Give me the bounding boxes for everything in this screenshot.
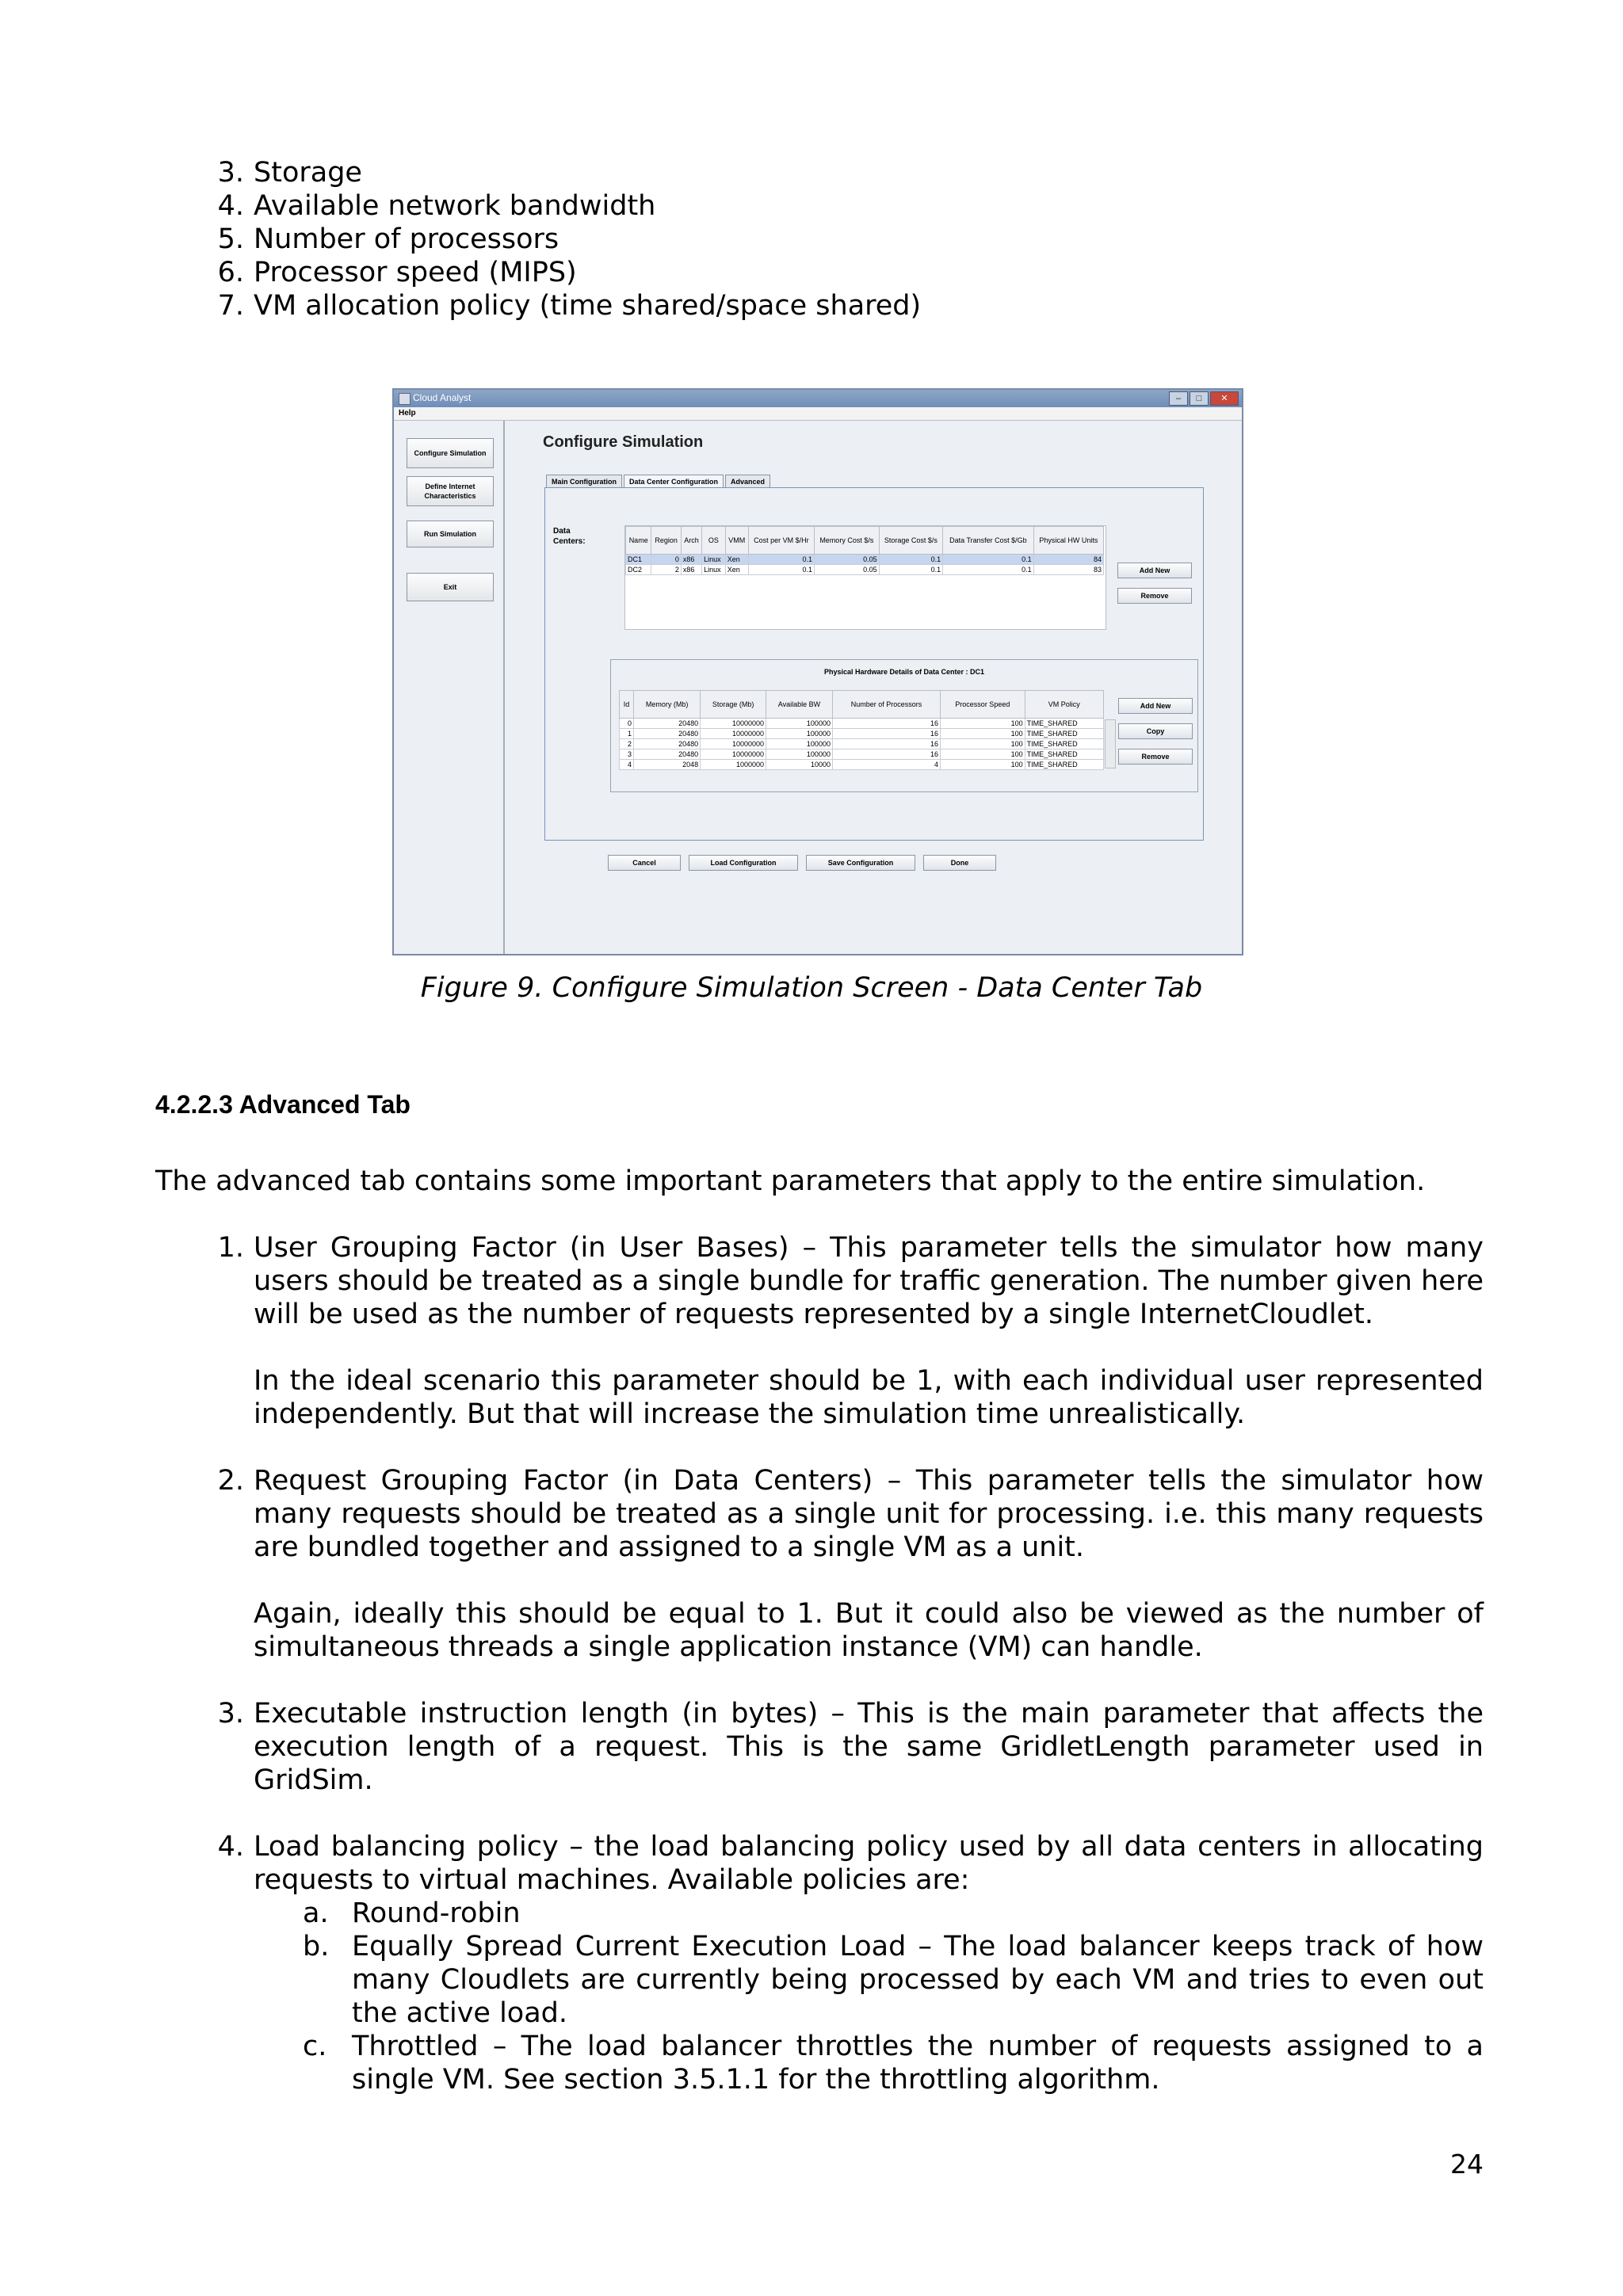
table-cell: 20480 bbox=[634, 749, 701, 760]
menu-bar bbox=[394, 407, 1242, 421]
table-cell: 100000 bbox=[766, 719, 832, 729]
table-row[interactable] bbox=[620, 760, 1104, 770]
table-cell: 2 bbox=[620, 739, 634, 749]
app-icon bbox=[399, 393, 411, 405]
save-configuration-button[interactable]: Save Configuration bbox=[806, 855, 915, 871]
policy-text: Round-robin bbox=[352, 1897, 521, 1929]
dc-add-new-button[interactable]: Add New bbox=[1117, 563, 1192, 578]
table-cell: 83 bbox=[1033, 565, 1103, 575]
section-heading: 4.2.2.3 Advanced Tab bbox=[155, 1090, 411, 1119]
cancel-button[interactable]: Cancel bbox=[608, 855, 681, 871]
table-cell: 16 bbox=[832, 729, 940, 739]
panel-title: Configure Simulation bbox=[543, 433, 704, 451]
table-cell: 100 bbox=[941, 739, 1025, 749]
table-cell: DC2 bbox=[626, 565, 651, 575]
item-extra: In the ideal scenario this parameter should be 1, with each individual user represented independently. But that will increase the simulation time unrealistically. bbox=[254, 1365, 1484, 1430]
table-cell: 84 bbox=[1033, 555, 1103, 565]
table-cell: 16 bbox=[832, 749, 940, 760]
table-cell: TIME_SHARED bbox=[1025, 739, 1103, 749]
policy-letter: b. bbox=[303, 1931, 330, 1962]
table-cell: 0.1 bbox=[879, 565, 942, 575]
column-header[interactable]: OS bbox=[702, 527, 726, 555]
nav-panel bbox=[394, 421, 505, 954]
table-cell: 0.1 bbox=[943, 565, 1034, 575]
table-cell: 100 bbox=[941, 719, 1025, 729]
table-row[interactable] bbox=[626, 565, 1104, 575]
column-header[interactable]: Region bbox=[651, 527, 681, 555]
table-cell: 10000000 bbox=[701, 749, 766, 760]
table-cell: TIME_SHARED bbox=[1025, 729, 1103, 739]
table-cell: TIME_SHARED bbox=[1025, 719, 1103, 729]
table-cell: 10000000 bbox=[701, 729, 766, 739]
table-cell: 100000 bbox=[766, 749, 832, 760]
table-row[interactable] bbox=[626, 555, 1104, 565]
column-header[interactable]: Id bbox=[620, 691, 634, 719]
item-text: Executable instruction length (in bytes) – This is the main parameter that affects the execution length of a request. This is the same GridletLength parameter used in GridSim. bbox=[254, 1698, 1484, 1796]
load-configuration-button[interactable]: Load Configuration bbox=[689, 855, 798, 871]
table-cell: 2 bbox=[651, 565, 681, 575]
table-cell: Xen bbox=[725, 555, 748, 565]
table-cell: TIME_SHARED bbox=[1025, 749, 1103, 760]
table-cell: DC1 bbox=[626, 555, 651, 565]
table-cell: 0 bbox=[651, 555, 681, 565]
policy-text: Equally Spread Current Execution Load – The load balancer keeps track of how many Cloudlets are currently being processed by each VM and tries to even out the active load. bbox=[352, 1931, 1484, 2029]
table-cell: 10000000 bbox=[701, 739, 766, 749]
table-cell: 1 bbox=[620, 729, 634, 739]
item-text: User Grouping Factor (in User Bases) – This parameter tells the simulator how many users should be treated as a single bundle for traffic generation. The number given here will be used as the number of requests represented by a single InternetCloudlet. bbox=[254, 1232, 1484, 1330]
column-header[interactable]: Storage (Mb) bbox=[701, 691, 766, 719]
page-number: 24 bbox=[1450, 2149, 1484, 2180]
table-cell: TIME_SHARED bbox=[1025, 760, 1103, 770]
figure-caption: Figure 9. Configure Simulation Screen - Data Center Tab bbox=[420, 972, 1203, 1004]
physical-hardware-table bbox=[619, 690, 1104, 770]
table-cell: 20480 bbox=[634, 729, 701, 739]
data-centers-label: Data Centers: bbox=[553, 527, 586, 546]
table-cell: 0.1 bbox=[748, 565, 814, 575]
physical-hardware-title: Physical Hardware Details of Data Center : DC1 bbox=[823, 668, 985, 676]
column-header[interactable]: Memory Cost $/s bbox=[815, 527, 880, 555]
table-cell: 0.1 bbox=[943, 555, 1034, 565]
done-button[interactable]: Done bbox=[923, 855, 996, 871]
tab-content bbox=[544, 487, 1204, 841]
column-header[interactable]: Data Transfer Cost $/Gb bbox=[943, 527, 1034, 555]
table-cell: 2048 bbox=[634, 760, 701, 770]
phys-copy-button[interactable]: Copy bbox=[1118, 723, 1193, 739]
table-row[interactable] bbox=[620, 739, 1104, 749]
table-cell: 0.05 bbox=[815, 555, 880, 565]
table-cell: x86 bbox=[681, 565, 701, 575]
table-cell: 100000 bbox=[766, 739, 832, 749]
tab-main-configuration[interactable]: Main Configuration bbox=[546, 475, 622, 488]
maximize-icon[interactable]: □ bbox=[1190, 391, 1209, 406]
item-text: Request Grouping Factor (in Data Centers) – This parameter tells the simulator how many requests should be treated as a single unit for processing. i.e. this many requests are bundled together and assigned to a single VM as a unit. bbox=[254, 1465, 1484, 1563]
table-cell: 10000 bbox=[766, 760, 832, 770]
exit-button[interactable]: Exit bbox=[407, 573, 494, 601]
data-center-table bbox=[625, 526, 1104, 575]
policy-text: Throttled – The load balancer throttles the number of requests assigned to a single VM. See section 3.5.1.1 for the throttling algorithm. bbox=[352, 2031, 1484, 2096]
table-cell: 100 bbox=[941, 749, 1025, 760]
column-header[interactable]: Number of Processors bbox=[832, 691, 940, 719]
policy-letter: a. bbox=[303, 1897, 329, 1929]
item-extra: Again, ideally this should be equal to 1. But it could also be viewed as the number of simultaneous threads a single application instance (VM) can handle. bbox=[254, 1598, 1484, 1663]
table-cell: Xen bbox=[725, 565, 748, 575]
column-header[interactable]: VM Policy bbox=[1025, 691, 1103, 719]
policy-letter: c. bbox=[303, 2031, 327, 2062]
item-text: Load balancing policy – the load balancing policy used by all data centers in allocating requests to virtual machines. Available policies are: bbox=[254, 1831, 1484, 1896]
dc-remove-button[interactable]: Remove bbox=[1117, 588, 1192, 604]
table-cell: 0 bbox=[620, 719, 634, 729]
run-simulation-button[interactable]: Run Simulation bbox=[407, 521, 494, 547]
table-cell: 100000 bbox=[766, 729, 832, 739]
phys-remove-button[interactable]: Remove bbox=[1118, 749, 1193, 765]
main-panel bbox=[505, 421, 1242, 954]
table-cell: 20480 bbox=[634, 739, 701, 749]
menu-help[interactable]: Help bbox=[399, 409, 416, 418]
table-cell: 100 bbox=[941, 729, 1025, 739]
table-row[interactable] bbox=[620, 719, 1104, 729]
phys-add-new-button[interactable]: Add New bbox=[1118, 698, 1193, 714]
table-cell: x86 bbox=[681, 555, 701, 565]
table-cell: 0.05 bbox=[815, 565, 880, 575]
table-row[interactable] bbox=[620, 749, 1104, 760]
table-cell: 3 bbox=[620, 749, 634, 760]
configure-simulation-screenshot bbox=[392, 388, 1243, 955]
close-icon[interactable]: ✕ bbox=[1210, 391, 1239, 406]
column-header[interactable]: Name bbox=[626, 527, 651, 555]
table-cell: 0.1 bbox=[879, 555, 942, 565]
column-header[interactable]: Memory (Mb) bbox=[634, 691, 701, 719]
table-cell: Linux bbox=[702, 555, 726, 565]
column-header[interactable]: Available BW bbox=[766, 691, 832, 719]
column-header[interactable]: Cost per VM $/Hr bbox=[748, 527, 814, 555]
phys-table-scrollbar[interactable] bbox=[1105, 719, 1116, 769]
table-cell: Linux bbox=[702, 565, 726, 575]
minimize-icon[interactable]: – bbox=[1169, 391, 1188, 406]
table-cell: 16 bbox=[832, 719, 940, 729]
window-titlebar bbox=[394, 390, 1242, 407]
physical-hardware-panel bbox=[610, 659, 1198, 792]
table-cell: 0.1 bbox=[748, 555, 814, 565]
table-cell: 4 bbox=[620, 760, 634, 770]
table-cell: 1000000 bbox=[701, 760, 766, 770]
table-cell: 16 bbox=[832, 739, 940, 749]
define-internet-button[interactable]: Define Internet Characteristics bbox=[407, 476, 494, 506]
column-header[interactable]: Arch bbox=[681, 527, 701, 555]
window-title: Cloud Analyst bbox=[413, 392, 472, 403]
column-header[interactable]: Processor Speed bbox=[941, 691, 1025, 719]
column-header[interactable]: Storage Cost $/s bbox=[879, 527, 942, 555]
tab-bar bbox=[546, 475, 772, 488]
configure-simulation-button[interactable]: Configure Simulation bbox=[407, 438, 494, 468]
table-row[interactable] bbox=[620, 729, 1104, 739]
tab-advanced[interactable]: Advanced bbox=[725, 475, 770, 488]
column-header[interactable]: Physical HW Units bbox=[1033, 527, 1103, 555]
intro-paragraph: The advanced tab contains some important parameters that apply to the entire simulation. bbox=[155, 1165, 1426, 1197]
table-cell: 10000000 bbox=[701, 719, 766, 729]
tab-data-center-configuration[interactable]: Data Center Configuration bbox=[624, 475, 724, 488]
table-cell: 20480 bbox=[634, 719, 701, 729]
column-header[interactable]: VMM bbox=[725, 527, 748, 555]
table-cell: 100 bbox=[941, 760, 1025, 770]
table-cell: 4 bbox=[832, 760, 940, 770]
